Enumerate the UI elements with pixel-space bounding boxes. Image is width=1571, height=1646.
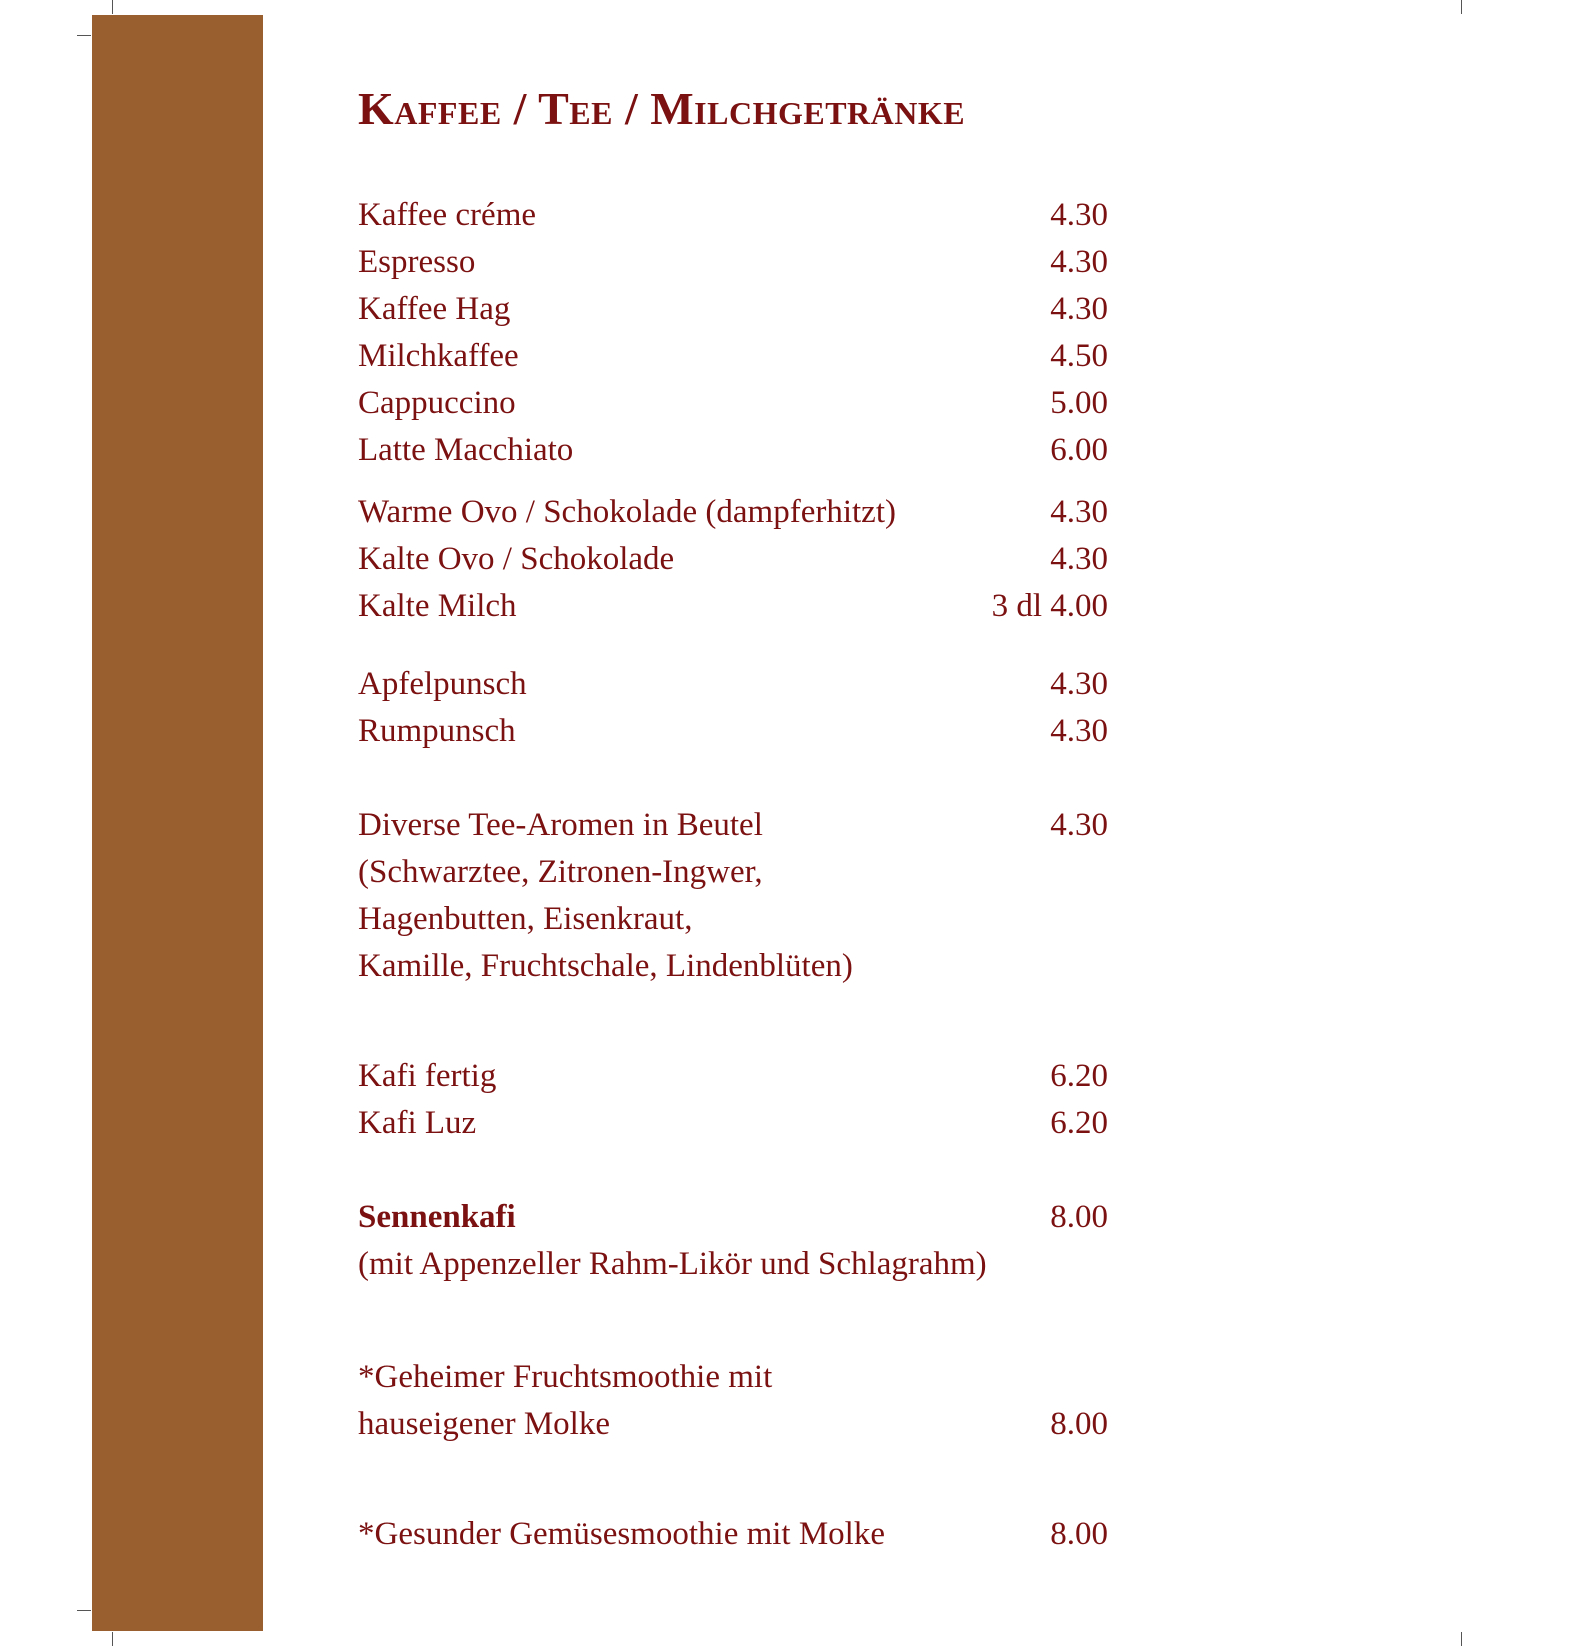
crop-mark [1461, 0, 1462, 14]
crop-mark [77, 35, 91, 36]
item-price: 3 dl 4.00 [991, 588, 1108, 624]
page-title: Kaffee / Tee / Milchgetränke [358, 83, 966, 134]
item-price: 6.00 [1050, 432, 1108, 468]
item-name: Cappuccino [358, 385, 516, 421]
item-price: 4.30 [1050, 666, 1108, 702]
menu-page [358, 0, 1108, 1646]
item-name: Latte Macchiato [358, 432, 574, 468]
item-price: 6.20 [1050, 1105, 1108, 1141]
item-price: 4.30 [1050, 244, 1108, 280]
item-name: Sennenkafi [358, 1199, 516, 1235]
item-name: *Geheimer Fruchtsmoothie mit [358, 1359, 773, 1395]
crop-mark [112, 0, 113, 14]
item-description: (mit Appenzeller Rahm-Likör und Schlagrahm) [358, 1246, 987, 1282]
crop-mark [112, 1632, 113, 1646]
item-price: 8.00 [1050, 1516, 1108, 1552]
crop-mark [1461, 1632, 1462, 1646]
decorative-sidebar [92, 15, 263, 1631]
item-price: 4.30 [1050, 713, 1108, 749]
item-price: 4.30 [1050, 807, 1108, 843]
item-name: Kafi fertig [358, 1058, 497, 1094]
item-price: 5.00 [1050, 385, 1108, 421]
item-name: Diverse Tee-Aromen in Beutel [358, 807, 763, 843]
item-price: 4.30 [1050, 494, 1108, 530]
item-name: Kafi Luz [358, 1105, 477, 1141]
item-price: 4.30 [1050, 291, 1108, 327]
item-name: Kaffee créme [358, 197, 537, 233]
item-price: 4.30 [1050, 541, 1108, 577]
item-price: 6.20 [1050, 1058, 1108, 1094]
item-name: Kaffee Hag [358, 291, 511, 327]
item-description: (Schwarztee, Zitronen-Ingwer, [358, 854, 763, 890]
item-name: Milchkaffee [358, 338, 519, 374]
item-name: Kalte Milch [358, 588, 517, 624]
item-name: Apfelpunsch [358, 666, 527, 702]
item-name: Rumpunsch [358, 713, 516, 749]
item-name: Warme Ovo / Schokolade (dampferhitzt) [358, 494, 896, 530]
item-description: Hagenbutten, Eisenkraut, [358, 901, 693, 937]
item-name: Kalte Ovo / Schokolade [358, 541, 675, 577]
item-price: 4.30 [1050, 197, 1108, 233]
item-price: 8.00 [1050, 1406, 1108, 1442]
item-name: hauseigener Molke [358, 1406, 610, 1442]
item-price: 4.50 [1050, 338, 1108, 374]
item-description: Kamille, Fruchtschale, Lindenblüten) [358, 948, 853, 984]
item-name: *Gesunder Gemüsesmoothie mit Molke [358, 1516, 886, 1552]
crop-mark [77, 1610, 91, 1611]
item-name: Espresso [358, 244, 476, 280]
item-price: 8.00 [1050, 1199, 1108, 1235]
